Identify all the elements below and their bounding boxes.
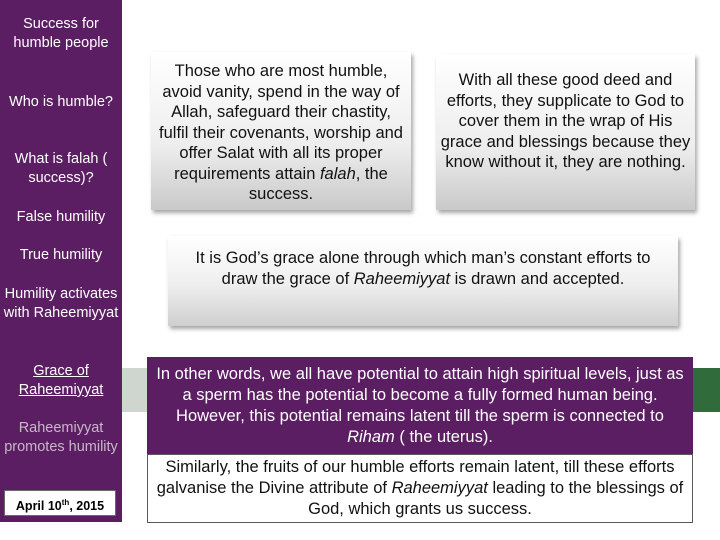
date-box: April 10th, 2015	[4, 490, 116, 516]
nav-item-humility-activates[interactable]: Humility activates with Raheemiyyat	[3, 286, 119, 321]
nav-item-who-is-humble[interactable]: Who is humble?	[9, 94, 113, 110]
potential-text-box: In other words, we all have potential to attain high spiritual levels, just as a sperm has the potential to become a fully formed human being. However, this potential remains latent till the sperm is connected to Riham ( the uterus).	[147, 357, 693, 455]
nav-item-grace-of-raheemiyyat[interactable]: Grace of Raheemiyyat	[18, 363, 104, 398]
nav-item-what-is-falah[interactable]: What is falah ( success)?	[14, 151, 108, 186]
decorative-strip-left	[122, 368, 150, 412]
nav-item-true-humility[interactable]: True humility	[19, 247, 103, 263]
decorative-strip-right	[690, 368, 720, 412]
fruits-text-box: Similarly, the fruits of our humble efforts remain latent, till these efforts galvanise the Divine attribute of Raheemiyyat leading to the blessings of God, which grants us success.	[147, 454, 693, 523]
nav-item-success-humble[interactable]: Success for humble people	[13, 16, 109, 51]
nav-item-raheemiyyat-promotes[interactable]: Raheemiyyat promotes humility	[4, 420, 118, 455]
supplication-card: With all these good deed and efforts, they supplicate to God to cover them in the wrap of His grace and blessings because they know without it, they are nothing.	[436, 54, 695, 210]
nav-item-false-humility[interactable]: False humility	[16, 209, 106, 225]
grace-card: It is God’s grace alone through which man’s constant efforts to draw the grace of Raheemiyyat is drawn and accepted.	[168, 236, 678, 326]
humble-traits-card: Those who are most humble, avoid vanity, spend in the way of Allah, safeguard their chastity, fulfil their covenants, worship and offer Salat with all its proper requirements attain falah, the success.	[151, 52, 411, 210]
sidebar-nav	[0, 0, 122, 522]
